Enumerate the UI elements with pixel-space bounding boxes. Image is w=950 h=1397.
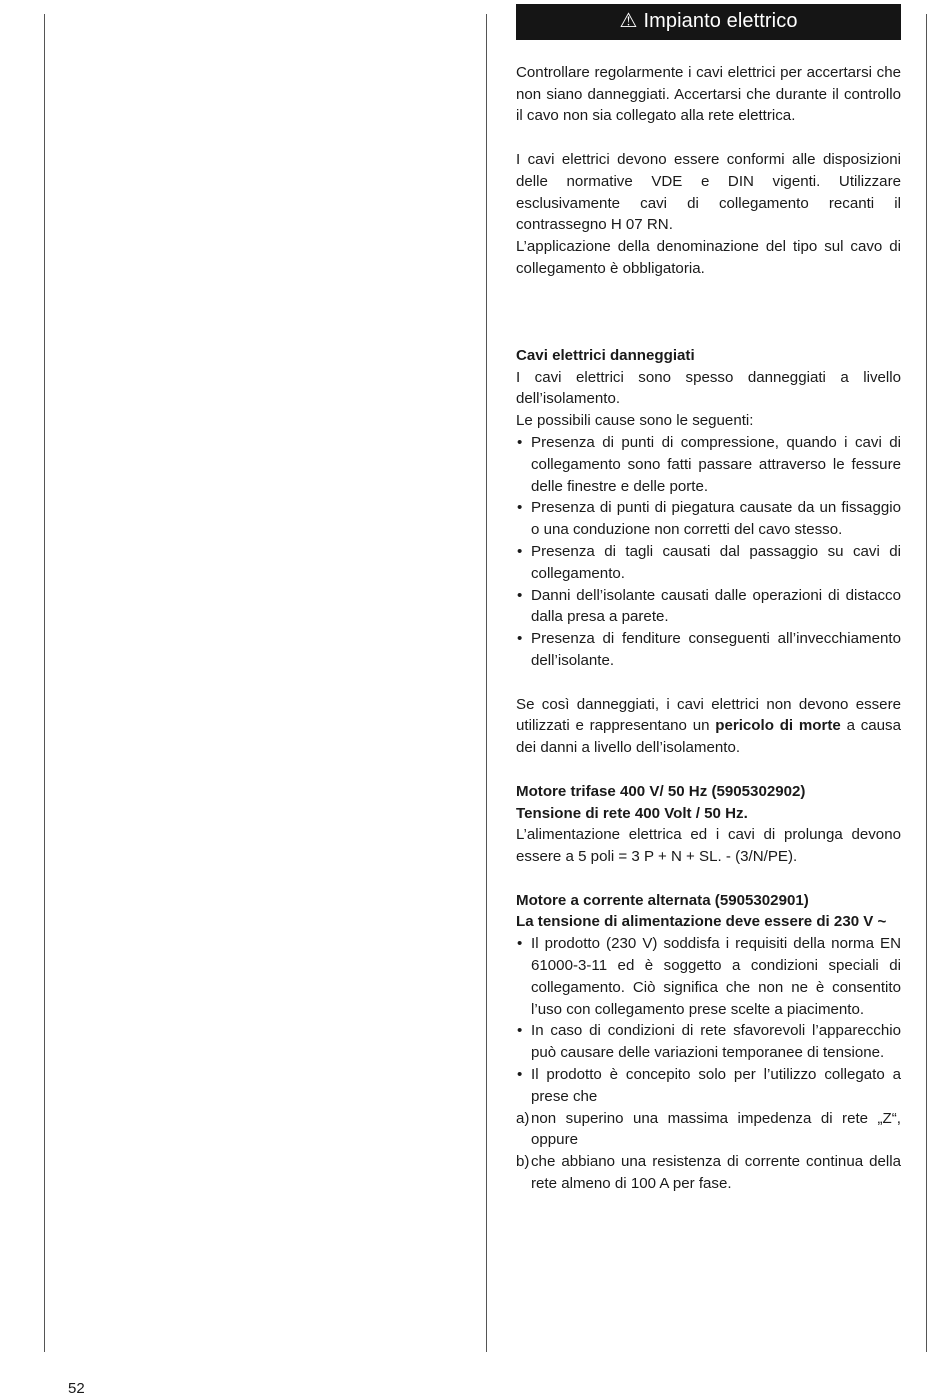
item-text: che abbiano una resistenza di corrente continua della rete almeno di 100 A per fase.	[531, 1153, 901, 1193]
damaged-paragraph-2: Le possibili cause sono le seguenti:	[516, 412, 754, 430]
section-header	[516, 4, 901, 40]
warning-text-post: a causa dei danni a livello dell’isolamento.	[516, 717, 901, 757]
list-item: • Presenza di fenditure conseguenti all’invecchiamento dell’isolante.	[516, 628, 901, 672]
list-item: • Il prodotto (230 V) soddisfa i requisiti della norma EN 61000-3-11 ed è soggetto a condizioni speciali di collegamento. Ciò significa che non ne è consentito l’uso con collegamento prese scelte a piacimento.	[516, 933, 901, 1020]
danger-warning-paragraph	[516, 694, 901, 759]
right-margin-rule	[926, 14, 927, 1352]
warning-text-pre: Se così danneggiati, i cavi elettrici non devono essere utilizzati e rappresentano un	[516, 695, 901, 735]
intro-paragraph-2: I cavi elettrici devono essere conformi alle disposizioni delle normative VDE e DIN vigenti. Utilizzare esclusivamente cavi di collegamento recanti il contrassegno H 07 RN.	[516, 150, 901, 234]
list-item: • Danni dell’isolante causati dalle operazioni di distacco dalla presa a parete.	[516, 585, 901, 629]
damage-causes-list	[516, 432, 901, 672]
three-phase-text: L’alimentazione elettrica ed i cavi di prolunga devono essere a 5 poli = 3 P + N + SL. - (3/N/PE).	[516, 826, 901, 866]
left-margin-rule	[44, 14, 45, 1352]
condition-item-a	[516, 1108, 901, 1152]
list-item: • Presenza di tagli causati dal passaggio su cavi di collegamento.	[516, 541, 901, 585]
intro-paragraph-1: Controllare regolarmente i cavi elettrici per accertarsi che non siano danneggiati. Accertarsi che durante il controllo il cavo non sia collegato alla rete elettrica.	[516, 63, 901, 125]
item-label: a)	[516, 1109, 530, 1127]
three-phase-subheading: Tensione di rete 400 Volt / 50 Hz.	[516, 804, 748, 822]
list-item: • Il prodotto è concepito solo per l’utilizzo collegato a prese che	[516, 1064, 901, 1108]
three-phase-heading: Motore trifase 400 V/ 50 Hz (5905302902)	[516, 782, 806, 800]
condition-item-b	[516, 1151, 901, 1195]
section-title: Impianto elettrico	[643, 10, 798, 33]
warning-text-bold: pericolo di morte	[715, 717, 841, 735]
single-phase-heading: Motore a corrente alternata (5905302901)	[516, 891, 809, 909]
item-text: non superino una massima impedenza di rete „Z“, oppure	[531, 1109, 901, 1149]
single-phase-list	[516, 933, 901, 1107]
damaged-cables-heading: Cavi elettrici danneggiati	[516, 346, 695, 364]
warning-triangle-icon: ⚠	[619, 10, 638, 33]
damaged-paragraph-1: I cavi elettrici sono spesso danneggiati a livello dell’isolamento.	[516, 368, 901, 408]
text-column	[516, 4, 901, 1195]
single-phase-subheading: La tensione di alimentazione deve essere di 230 V ~	[516, 913, 887, 931]
list-item: • In caso di condizioni di rete sfavorevoli l’apparecchio può causare delle variazioni temporanee di tensione.	[516, 1020, 901, 1064]
column-divider-rule	[486, 14, 487, 1352]
list-item: • Presenza di punti di compressione, quando i cavi di collegamento sono fatti passare attraverso le fessure delle finestre e delle porte.	[516, 432, 901, 497]
list-item: • Presenza di punti di piegatura causate da un fissaggio o una conduzione non corretti del cavo stesso.	[516, 497, 901, 541]
intro-paragraph-3: L’applicazione della denominazione del tipo sul cavo di collegamento è obbligatoria.	[516, 238, 901, 277]
item-label: b)	[516, 1153, 530, 1171]
page-number: 52	[68, 1380, 85, 1397]
